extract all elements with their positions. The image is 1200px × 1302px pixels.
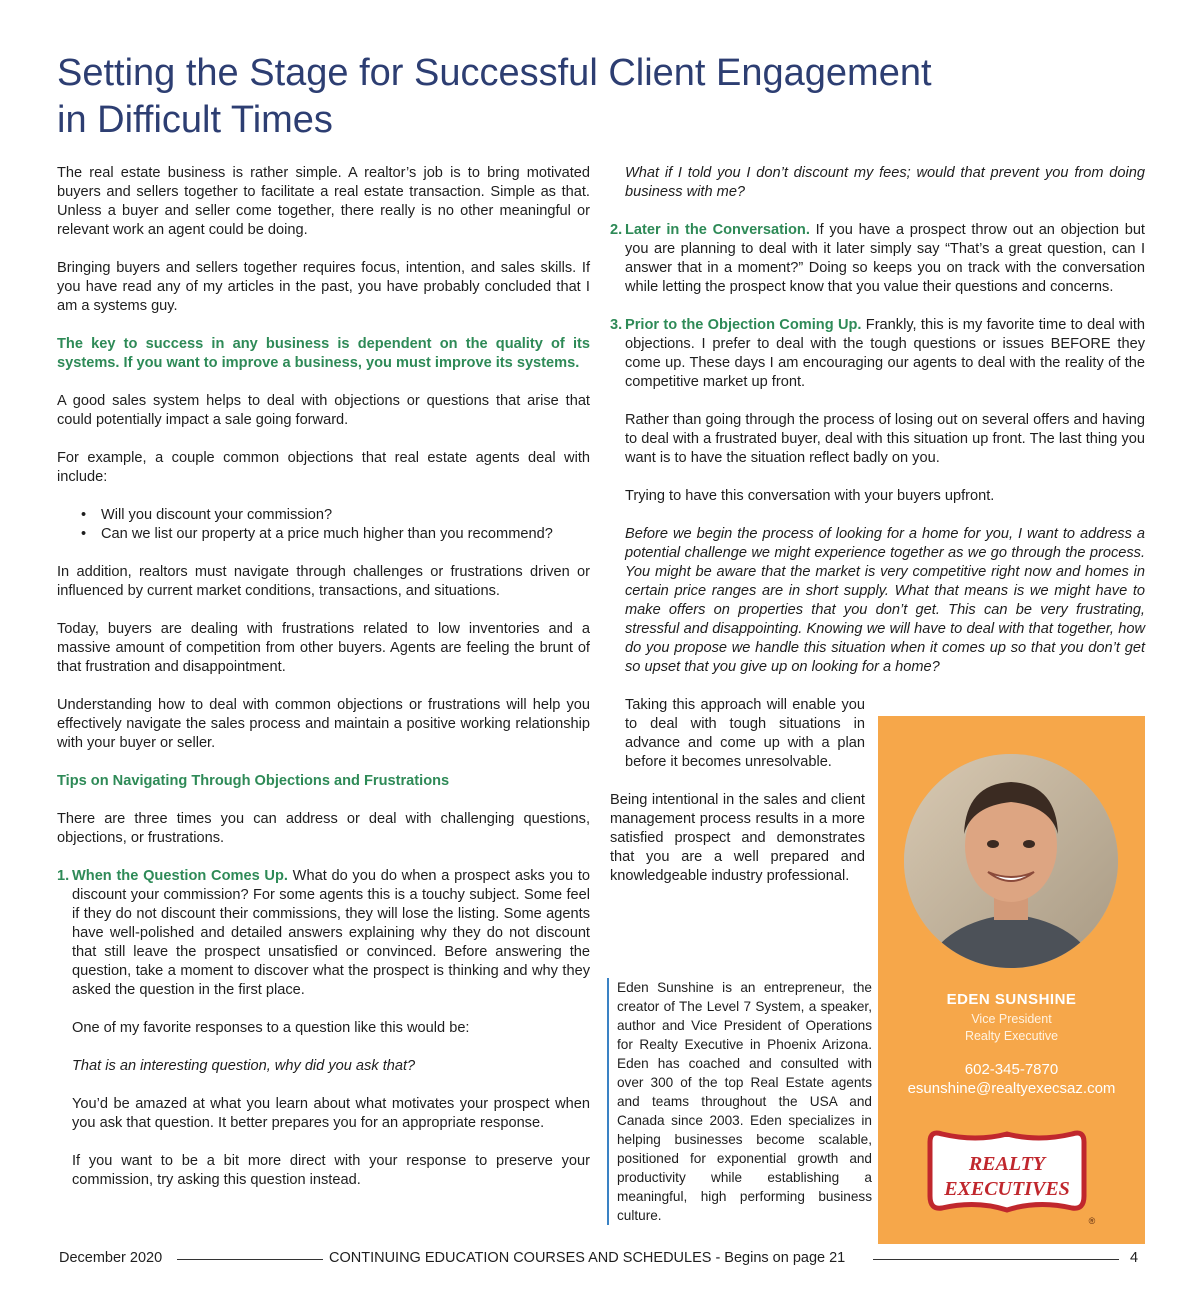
svg-text:REALTY: REALTY bbox=[968, 1153, 1046, 1175]
item-lead: Prior to the Objection Coming Up. bbox=[625, 317, 862, 333]
paragraph: Bringing buyers and sellers together requires focus, intention, and sales skills. If you have read any of my articles in the past, you have probably concluded that I am a systems guy. bbox=[57, 260, 590, 314]
page-footer bbox=[57, 1246, 1145, 1270]
svg-text:EXECUTIVES: EXECUTIVES bbox=[944, 1178, 1070, 1200]
author-role: Vice President bbox=[971, 1012, 1052, 1026]
list-item: • Will you discount your commission? bbox=[101, 506, 590, 525]
paragraph: If you want to be a bit more direct with your response to preserve your commission, try asking this question instead. bbox=[72, 1153, 590, 1188]
author-photo bbox=[904, 754, 1118, 968]
paragraph: There are three times you can address or deal with challenging questions, objections, or frustrations. bbox=[57, 811, 590, 846]
realty-executives-logo bbox=[916, 1126, 1098, 1226]
author-phone: 602-345-7870 bbox=[964, 1061, 1059, 1078]
quote: That is an interesting question, why did you ask that? bbox=[72, 1058, 416, 1074]
numbered-item-3 bbox=[610, 316, 1145, 392]
item-text: If you have a prospect throw out an objection but you are planning to deal with it later simply say “That’s a great question, can I answer that in a moment?” Doing so keeps you on track with the conversation while letting the prospect know that you value their questions and concerns. bbox=[625, 222, 1145, 295]
item-number: 2. bbox=[610, 222, 623, 238]
paragraph: For example, a couple common objections that real estate agents deal with include: bbox=[57, 450, 590, 485]
item-text: What do you do when a prospect asks you to discount your commission? For some agents this is a touchy subject. Some feel if they do not discount their commissions, they will lose the listing. Some agents have well-polished and detailed answers explaining why they do not discount that still leave the prospect unsatisfied or convinced. Before answering the question, take a moment to discover what the prospect is thinking and why they asked the question in the first place. bbox=[72, 868, 590, 998]
numbered-item-1 bbox=[57, 867, 590, 1000]
paragraph: Trying to have this conversation with your buyers upfront. bbox=[625, 488, 995, 504]
list-item: • Can we list our property at a price much higher than you recommend? bbox=[101, 525, 590, 544]
closing-paragraph: Being intentional in the sales and client management process results in a more satisfied prospect and demonstrates that you are a well prepared and knowledgeable industry professional. bbox=[610, 792, 865, 884]
author-company: Realty Executive bbox=[964, 1029, 1059, 1043]
numbered-item-2 bbox=[610, 221, 1145, 297]
paragraph: One of my favorite responses to a question like this would be: bbox=[72, 1020, 470, 1036]
course-reference: CONTINUING EDUCATION COURSES AND SCHEDULES - Begins on page 21 bbox=[329, 1250, 846, 1266]
title-line-2: in Difficult Times bbox=[57, 99, 333, 141]
item-number: 1. bbox=[57, 868, 70, 884]
quote: Before we begin the process of looking for a home for you, I want to address a potential challenge we might experience together as we go through the process. You might be aware that the market is very competitive right now and homes in certain price ranges are in short supply. What that means is we might have to make offers on properties that you don’t get. This can be very frustrating, stressful and disappointing. Knowing we will have to deal with that together, how do you propose we handle this situation when it comes up so that you don’t get so upset that you give up on looking for a home? bbox=[625, 526, 1145, 675]
author-email: esunshine@realtyexecsaz.com bbox=[907, 1080, 1116, 1097]
author-card bbox=[878, 716, 1145, 1244]
author-bio: Eden Sunshine is an entrepreneur, the creator of The Level 7 System, a speaker, author and Vice President of Operations for Realty Executive in Phoenix Arizona. Eden has coached and consulted with over 300 of the top Real Estate agents and teams throughout the USA and Canada since 2003. Eden specializes in helping businesses become scalable, positioned for exponential growth and productivity while establishing a meaningful, high performing business culture. bbox=[607, 978, 872, 1225]
footer-rule bbox=[873, 1259, 1119, 1260]
paragraph: Understanding how to deal with common objections or frustrations will help you effectively navigate the sales process and maintain a positive working relationship with your buyer or seller. bbox=[57, 697, 590, 751]
issue-date: December 2020 bbox=[59, 1250, 163, 1266]
page-number: 4 bbox=[1130, 1250, 1139, 1266]
item-lead: Later in the Conversation. bbox=[625, 222, 810, 238]
author-name: EDEN SUNSHINE bbox=[946, 991, 1077, 1008]
footer-rule bbox=[177, 1259, 323, 1260]
paragraph: The real estate business is rather simple. A realtor’s job is to bring motivated buyers and sellers together to facilitate a real estate transaction. Simple as that. Unless a buyer and seller come together, there really is no other meaningful or relevant work an agent could be doing. bbox=[57, 165, 590, 238]
paragraph: A good sales system helps to deal with objections or questions that arise that could potentially impact a sale going forward. bbox=[57, 393, 590, 428]
left-column bbox=[57, 164, 590, 1209]
paragraph: Today, buyers are dealing with frustrations related to low inventories and a massive amount of competition from other buyers. Agents are feeling the brunt of that frustration and disappointment. bbox=[57, 621, 590, 675]
tips-heading: Tips on Navigating Through Objections and Frustrations bbox=[57, 773, 450, 789]
paragraph: Taking this approach will enable you to deal with tough situations in advance and come up with a plan before it becomes unresolvable. bbox=[625, 697, 865, 770]
objection-list bbox=[57, 506, 590, 544]
svg-text:®: ® bbox=[1088, 1216, 1096, 1226]
item-lead: When the Question Comes Up. bbox=[72, 868, 288, 884]
paragraph: Rather than going through the process of losing out on several offers and having to deal with a frustrated buyer, deal with this situation up front. The last thing you want is to have the situation reflect badly on you. bbox=[625, 412, 1145, 466]
paragraph: In addition, realtors must navigate through challenges or frustrations driven or influenced by current market conditions, transactions, and situations. bbox=[57, 564, 590, 599]
paragraph: You’d be amazed at what you learn about what motivates your prospect when you ask that question. It better prepares you for an appropriate response. bbox=[72, 1096, 590, 1131]
key-highlight: The key to success in any business is dependent on the quality of its systems. If you want to improve a business, you must improve its systems. bbox=[57, 336, 590, 371]
quote: What if I told you I don’t discount my fees; would that prevent you from doing business with me? bbox=[625, 165, 1145, 200]
item-number: 3. bbox=[610, 317, 623, 333]
page-title bbox=[57, 50, 1057, 144]
item-text: Frankly, this is my favorite time to deal with objections. I prefer to deal with the tough questions or issues BEFORE they come up. These days I am encouraging our agents to deal with the reality of the competitive market up front. bbox=[625, 317, 1145, 390]
title-line-1: Setting the Stage for Successful Client Engagement bbox=[57, 52, 932, 94]
